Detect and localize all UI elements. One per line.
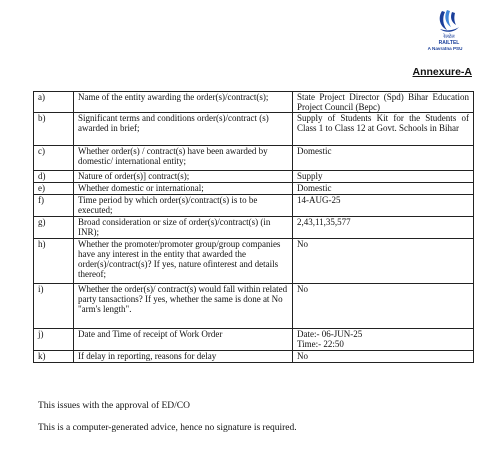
table-row [34,92,474,113]
work-order-date: Date:- 06-JUN-25 [297,329,363,339]
row-label: Nature of order(s)] contract(s); [74,171,293,183]
row-id: a) [34,92,74,113]
computer-generated-note: This is a computer-generated advice, hence no signature is required. [38,423,297,433]
row-value: No [293,284,474,329]
table-row [34,217,474,239]
row-id: k) [34,351,74,363]
row-value: No [293,239,474,284]
table-row [34,171,474,183]
logo-hindi-text: रेलटेल [443,34,455,40]
row-value: Supply of Students Kit for the Students of Class 1 to Class 12 at Govt. Schools in Bihar [293,113,474,146]
row-label: Name of the entity awarding the order(s)/contract(s); [74,92,293,113]
row-value-date-time [293,329,474,351]
annexure-title: Annexure-A [412,66,472,78]
row-label: Whether domestic or international; [74,183,293,195]
row-id: c) [34,146,74,171]
railtel-logo [424,8,474,52]
row-value: Domestic [293,146,474,171]
row-label: If delay in reporting, reasons for delay [74,351,293,363]
table-row [34,351,474,363]
logo-tagline: A Navratna PSU [427,46,463,51]
row-value: Domestic [293,183,474,195]
table-row [34,284,474,329]
approval-note: This issues with the approval of ED/CO [38,401,190,411]
row-id: b) [34,113,74,146]
row-label: Significant terms and conditions order(s)/contract (s) awarded in brief; [74,113,293,146]
row-id: f) [34,195,74,217]
row-value: Supply [293,171,474,183]
row-id: g) [34,217,74,239]
row-id: d) [34,171,74,183]
row-value: State Project Director (Spd) Bihar Education Project Council (Bepc) [293,92,474,113]
row-label: Whether order(s) / contract(s) have been awarded by domestic/ international entity; [74,146,293,171]
row-id: e) [34,183,74,195]
order-details-table [33,91,474,363]
table-row [34,146,474,171]
work-order-time: Time:- 22:50 [297,339,344,349]
row-label: Broad consideration or size of order(s)/contract(s) (in INR); [74,217,293,239]
logo-brand-text: RAILTEL [438,40,460,46]
table-row [34,195,474,217]
row-label: Time period by which order(s)/contract(s) is to be executed; [74,195,293,217]
row-label: Date and Time of receipt of Work Order [74,329,293,351]
row-value: 14-AUG-25 [293,195,474,217]
table-row [34,113,474,146]
row-value: 2,43,11,35,577 [293,217,474,239]
row-id: i) [34,284,74,329]
row-value: No [293,351,474,363]
table-row [34,329,474,351]
row-label: Whether the promoter/promoter group/group companies have any interest in the entity that awarded the order(s)/contract(s)? If yes, nature ofinterest and details thereof; [74,239,293,284]
railtel-logo-icon [436,8,462,34]
table-row [34,239,474,284]
row-id: h) [34,239,74,284]
table-row [34,183,474,195]
row-id: j) [34,329,74,351]
row-label: Whether the order(s)/ contract(s) would fall within related party tansactions? If yes, whether the same is done at No "arm's length". [74,284,293,329]
